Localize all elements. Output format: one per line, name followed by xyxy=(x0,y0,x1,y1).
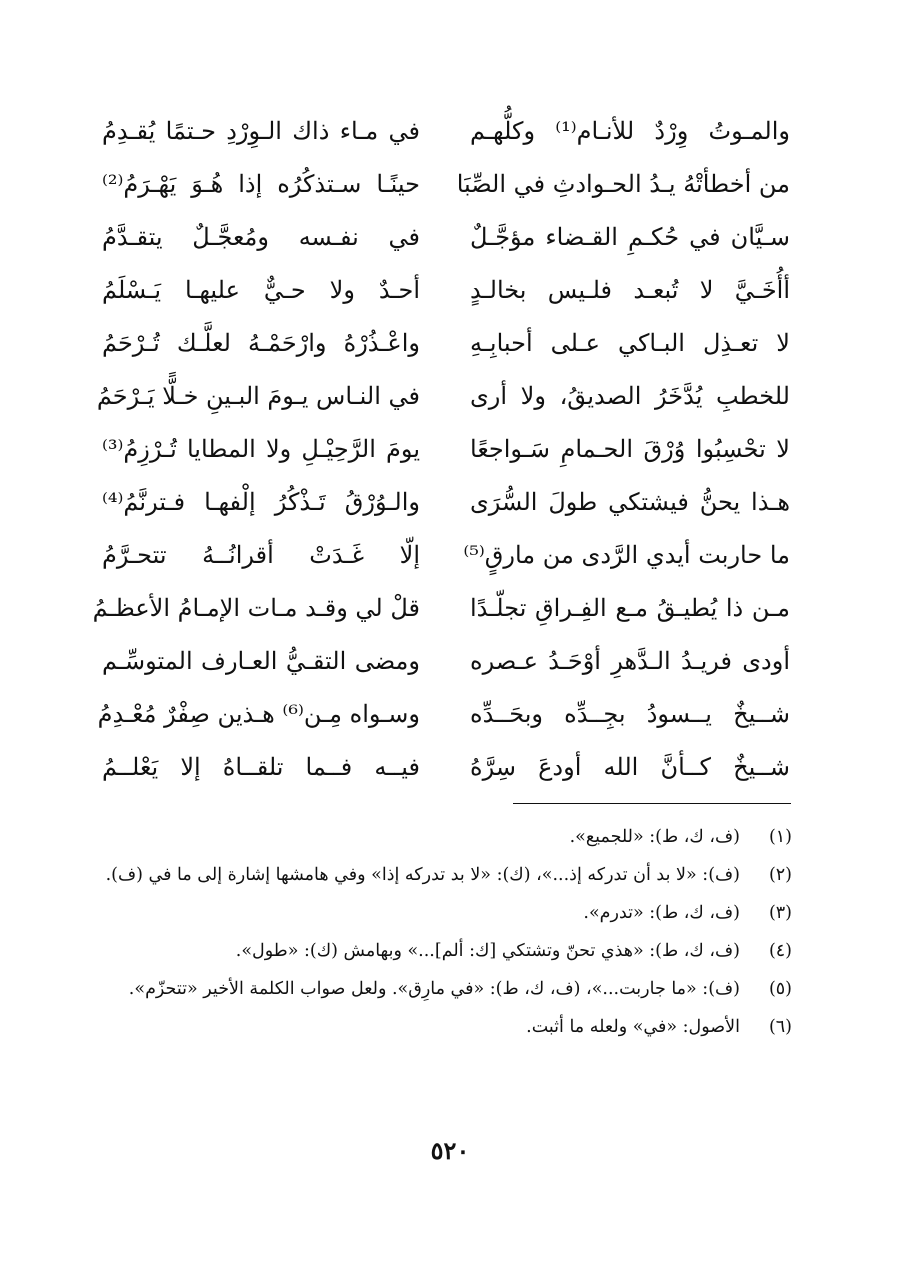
verse-1-second-hemistich: في مـاء ذاك الـوِرْدِ حـتمًا يُقـدِمُ xyxy=(102,117,420,145)
verse-6-first-hemistich: للخطبِ يُدَّخَرُ الصديقُ، ولا أرى xyxy=(470,382,790,410)
footnotes xyxy=(102,818,792,1046)
footnote-text: (ف): «لا بد أن تدركه إذ...»، (ك): «لا بد تدركه إذا» وفي هامشها إشارة إلى ما في (ف). xyxy=(105,865,740,885)
verse-9-second-hemistich: إلّا غَـدَتْ أقرانُــهُ تتحـرَّمُ xyxy=(102,541,420,569)
page-number: ٥٢٠ xyxy=(430,1136,470,1165)
verse-7-second-hemistich: يومَ الرَّحِيْـلِ ولا المطايا تُـرْزِمُ⁽³⁾ xyxy=(102,435,420,463)
verse-4-first-hemistich: أأُخَـيَّ لا تُبعـد فلـيس بخالـدٍ xyxy=(470,276,790,304)
footnote-text: (ف، ك، ط): «للجميع». xyxy=(569,827,740,847)
footnote-number: (٣) xyxy=(768,903,792,923)
verse-13-second-hemistich: فيــه فــما تلقــاهُ إلا يَعْلــمُ xyxy=(102,753,420,781)
verse-7-first-hemistich: لا تحْسِبُوا وُرْقَ الحـمامِ سَـواجعًا xyxy=(470,435,790,463)
verse-10-second-hemistich: قلْ لي وقـد مـات الإمـامُ الأعظـمُ xyxy=(92,594,420,622)
footnote-6 xyxy=(102,1008,792,1046)
footnote-text: (ف، ك، ط): «تدرم». xyxy=(583,903,740,923)
footnote-number: (٤) xyxy=(768,941,792,961)
verse-1-first-hemistich: والمـوتُ وِرْدٌ للأنـام⁽¹⁾ وكلُّهـم xyxy=(470,117,790,145)
footnote-1 xyxy=(102,818,792,856)
verse-10-first-hemistich: مـن ذا يُطيـقُ مـع الفِـراقِ تجلّـدًا xyxy=(470,594,790,622)
footnote-2 xyxy=(102,856,792,894)
verse-3-first-hemistich: سـيَّان في حُكـمِ القـضاء مؤجَّـلٌ xyxy=(470,223,790,251)
footnote-number: (٦) xyxy=(768,1017,792,1037)
verse-13-first-hemistich: شــيخٌ كــأنَّ الله أودعَ سِرَّهُ xyxy=(470,753,790,781)
verse-2-first-hemistich: من أخطأتْهُ يـدُ الحـوادثِ في الصِّبَا xyxy=(456,170,790,198)
footnote-text: (ف): «ما جاربت...»، (ف، ك، ط): «في مارِق». ولعل صواب الكلمة الأخير «تتحزّم». xyxy=(128,979,740,999)
footnote-separator xyxy=(513,803,791,804)
verse-4-second-hemistich: أحـدٌ ولا حـيٌّ عليهـا يَـسْلَمُ xyxy=(102,276,420,304)
footnote-text: (ف، ك، ط): «هذي تحنّ وتشتكي [ك: ألم]...» وبهامش (ك): «طول». xyxy=(235,941,740,961)
verse-12-second-hemistich: وسـواه مِـن⁽⁶⁾ هـذين صِفْرٌ مُعْـدِمُ xyxy=(97,700,420,728)
verse-12-first-hemistich: شــيخٌ يــسودُ بجِــدِّه وبحَــدِّه xyxy=(470,700,790,728)
verse-11-first-hemistich: أودى فريـدُ الـدَّهرِ أوْحَـدُ عـصره xyxy=(470,647,790,675)
footnote-text: الأصول: «في» ولعله ما أثبت. xyxy=(526,1017,740,1037)
verse-2-second-hemistich: حينًـا سـتذكُرُه إذا هُـوَ يَهْـرَمُ⁽²⁾ xyxy=(102,170,420,198)
verse-5-first-hemistich: لا تعـذِل البـاكي عـلى أحبابِـهِ xyxy=(470,329,790,357)
verse-9-first-hemistich: ما حاربت أيدي الرَّدى من مارقٍ⁽⁵⁾ xyxy=(463,541,790,569)
footnote-number: (١) xyxy=(768,827,792,847)
footnote-number: (٢) xyxy=(768,865,792,885)
verse-8-first-hemistich: هـذا يحنُّ فيشتكي طولَ السُّرَى xyxy=(470,488,790,516)
verse-11-second-hemistich: ومضى التقـيُّ العـارف المتوسِّـم xyxy=(102,647,420,675)
footnote-3 xyxy=(102,894,792,932)
footnote-5 xyxy=(102,970,792,1008)
verse-3-second-hemistich: في نفـسه ومُعجَّـلٌ يتقـدَّمُ xyxy=(102,223,420,251)
verse-6-second-hemistich: في النـاس يـومَ البـينِ خـلًّا يَـرْحَمُ xyxy=(96,382,420,410)
verse-8-second-hemistich: والـوُرْقُ تَـذْكُرُ إلْفهـا فـترنَّمُ⁽⁴⁾ xyxy=(102,488,420,516)
footnote-4 xyxy=(102,932,792,970)
verse-5-second-hemistich: واعْـذُرْهُ وارْحَمْـهُ لعلَّـك تُـرْحَمُ xyxy=(102,329,420,357)
poem xyxy=(0,103,900,793)
footnote-number: (٥) xyxy=(768,979,792,999)
